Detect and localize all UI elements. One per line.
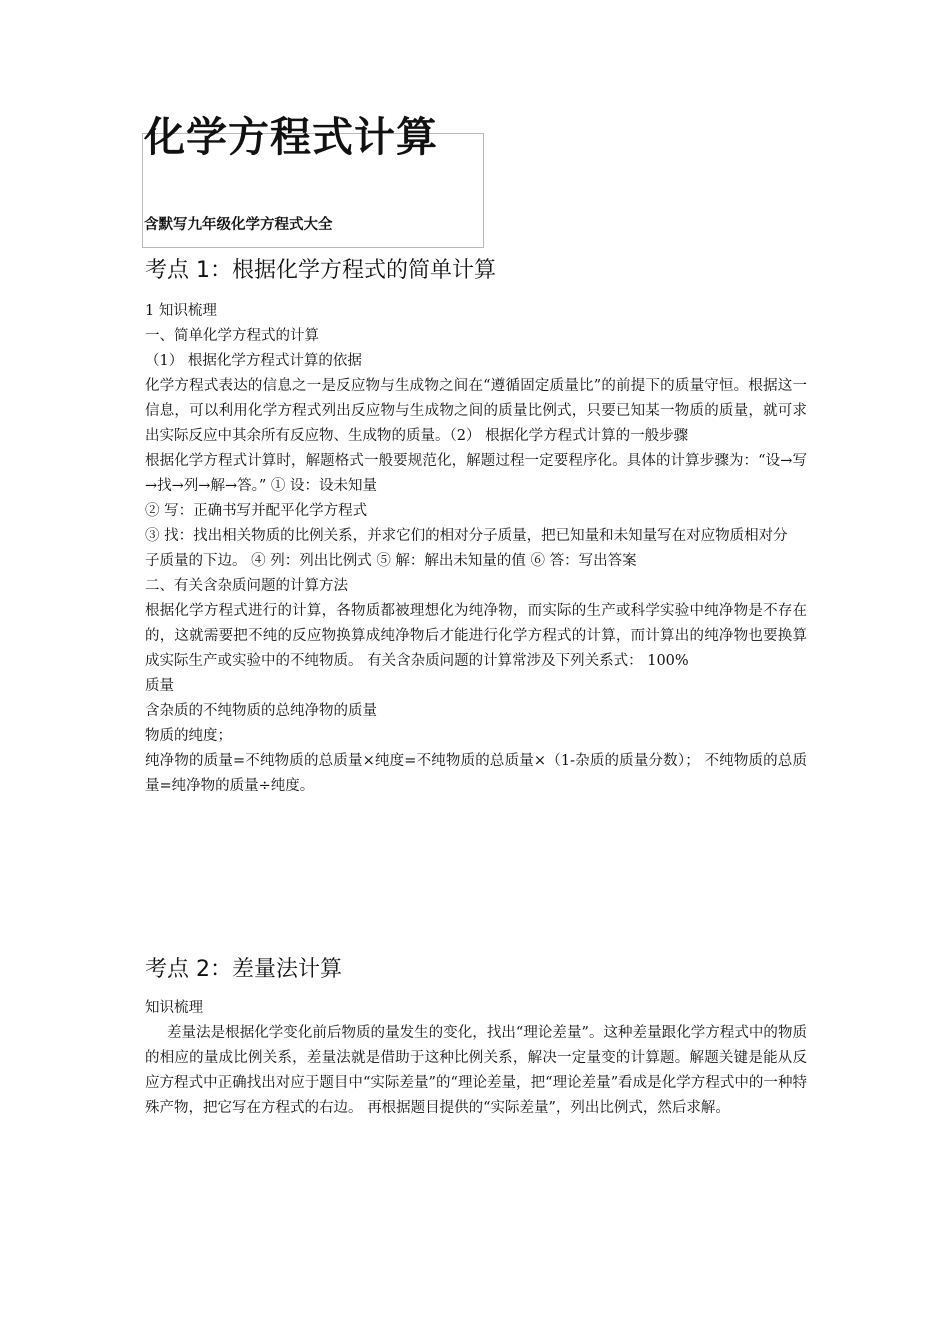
paragraph: 含杂质的不纯物质的总纯净物的质量: [145, 703, 377, 719]
paragraph: 质量: [145, 678, 174, 694]
paragraph: 根据化学方程式进行的计算，各物质都被理想化为纯净物，而实际的生产或科学实验中纯净物是不存在的，这就需要把不纯的反应物换算成纯净物后才能进行化学方程式的计算，而计算出的纯净物也要换算成实际生产或实验中的不纯物质。 有关含杂质问题的计算常涉及下列关系式： 100%: [145, 603, 807, 669]
paragraph: 化学方程式表达的信息之一是反应物与生成物之间在“遵循固定质量比”的前提下的质量守恒。根据这一信息，可以利用化学方程式列出反应物与生成物之间的质量比例式，只要已知某一物质的质量，就可求出实际反应中其余所有反应物、生成物的质量。（2） 根据化学方程式计算的一般步骤: [145, 378, 807, 444]
paragraph: 二、有关含杂质问题的计算方法: [145, 578, 348, 594]
section-1-body: [145, 299, 807, 799]
paragraph: 物质的纯度；: [145, 728, 232, 744]
paragraph: 知识梳理: [145, 1000, 203, 1016]
paragraph: 一、简单化学方程式的计算: [145, 328, 319, 344]
paragraph: 根据化学方程式计算时，解题格式一般要规范化，解题过程一定要程序化。具体的计算步骤为：“设→写→找→列→解→答。” ① 设：设未知量: [145, 453, 807, 494]
section-1-heading: 考点 1：根据化学方程式的简单计算: [145, 258, 496, 283]
section-2-body: [145, 996, 807, 1121]
paragraph: ③ 找：找出相关物质的比例关系，并求它们的相对分子质量，把已知量和未知量写在对应物质相对分: [145, 528, 788, 544]
paragraph: （1） 根据化学方程式计算的依据: [145, 353, 362, 369]
section-2-heading: 考点 2：差量法计算: [145, 957, 342, 982]
document-title: 化学方程式计算: [144, 113, 438, 161]
paragraph: 子质量的下边。 ④ 列：列出比例式 ⑤ 解：解出未知量的值 ⑥ 答：写出答案: [145, 553, 637, 569]
document-subtitle: 含默写九年级化学方程式大全: [144, 217, 333, 233]
paragraph: ② 写：正确书写并配平化学方程式: [145, 503, 368, 519]
paragraph: 差量法是根据化学变化前后物质的量发生的变化，找出“理论差量”。这种差量跟化学方程式中的物质的相应的量成比例关系，差量法就是借助于这种比例关系，解决一定量变的计算题。解题关键是能从反应方程式中正确找出对应于题目中“实际差量”的“理论差量，把“理论差量”看成是化学方程式中的一种特殊产物，把它写在方程式的右边。 再根据题目提供的“实际差量”，列出比例式，然后求解。: [145, 1025, 807, 1116]
paragraph: 纯净物的质量=不纯物质的总质量×纯度=不纯物质的总质量×（1-杂质的质量分数）； 不纯物质的总质量=纯净物的质量÷纯度。: [145, 753, 807, 794]
paragraph: 1 知识梳理: [145, 303, 217, 319]
